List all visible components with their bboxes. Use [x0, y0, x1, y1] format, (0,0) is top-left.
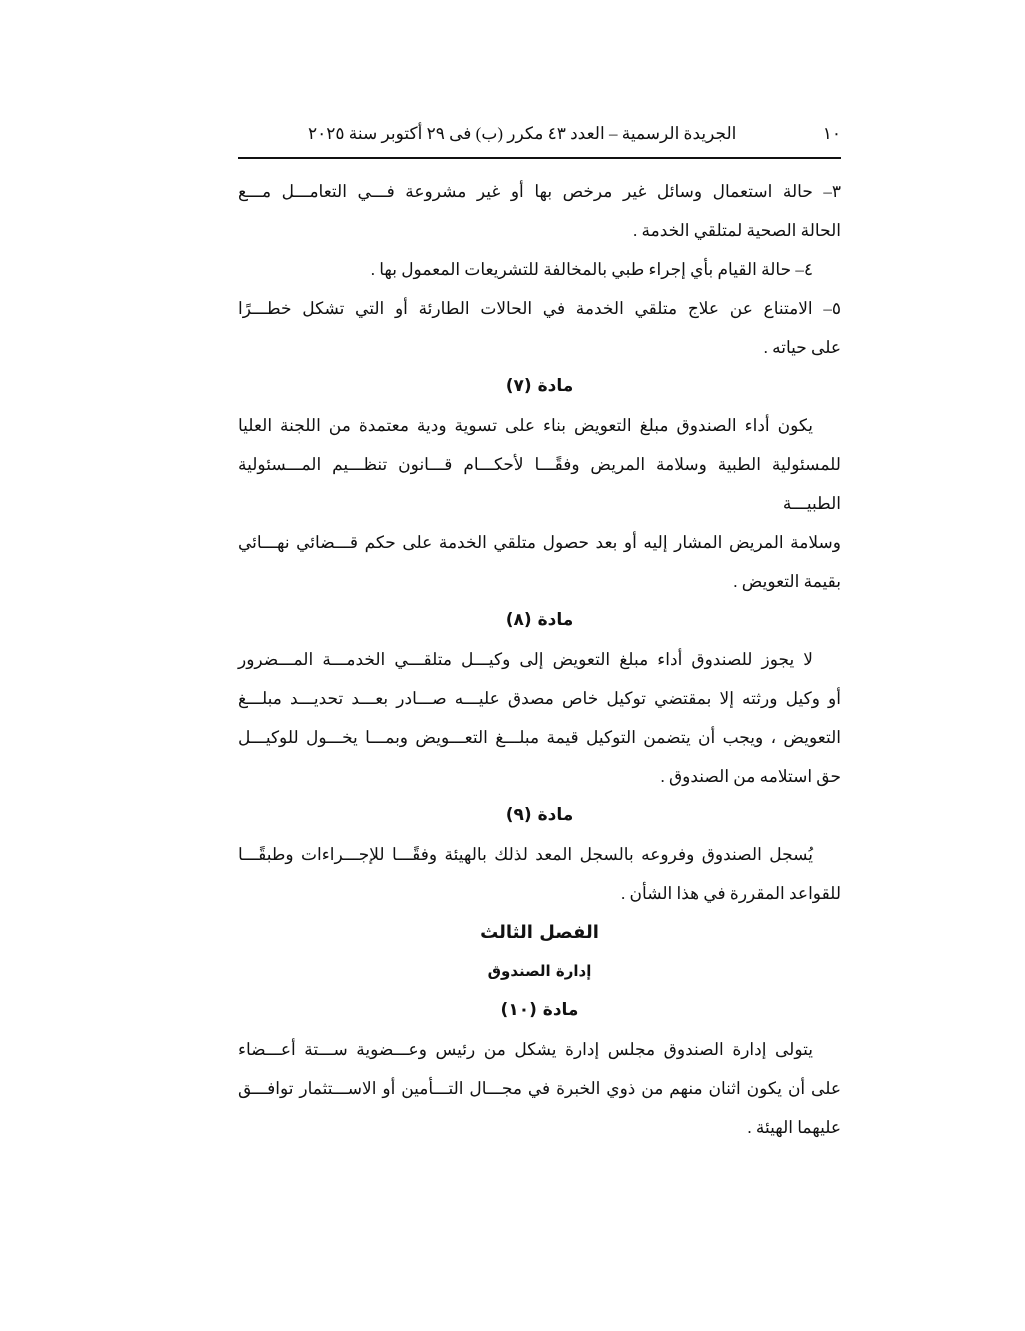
document-body — [238, 172, 841, 1147]
article-10-line: يتولى إدارة الصندوق مجلس إدارة يشكل من رئيس وعـــضوية ســـتة أعـــضاء — [238, 1040, 813, 1059]
article-9-line: للقواعد المقررة في هذا الشأن . — [621, 884, 841, 903]
article-8-line: حق استلامه من الصندوق . — [660, 767, 841, 786]
article-8-line: أو وكيل ورثته إلا بمقتضي توكيل خاص مصدق عليـــه صـــادر بعـــد تحديـــد مبلـــغ — [238, 689, 841, 708]
article-7-line: وسلامة المريض المشار إليه أو بعد حصول متلقي الخدمة على حكم قـــضائي نهـــائي — [238, 533, 841, 552]
article-7-heading: مادة (٧) — [505, 376, 574, 396]
article-8-heading: مادة (٨) — [505, 610, 574, 630]
chapter-title: الفصل الثالث — [480, 922, 599, 943]
chapter-subtitle: إدارة الصندوق — [487, 962, 592, 980]
article-10-heading: مادة (١٠) — [500, 1000, 579, 1020]
header-divider — [238, 157, 841, 159]
article-10-line: عليهما الهيئة . — [747, 1118, 841, 1137]
article-7-line: للمسئولية الطبية وسلامة المريض وفقًـــا لأحكـــام قـــانون تنظـــيم المـــسئولية الطبيـــة — [238, 455, 841, 513]
article-10-line: على أن يكون اثنان منهم من ذوي الخبرة في مجـــال التـــأمين أو الاســـتثمار توافـــق — [238, 1079, 841, 1098]
page-number: ١٠ — [822, 124, 841, 143]
article-7-line: بقيمة التعويض . — [733, 572, 841, 591]
list-item-4: ٤– حالة القيام بأي إجراء طبي بالمخالفة للتشريعات المعمول بها . — [370, 260, 813, 279]
article-8-line: لا يجوز للصندوق أداء مبلغ التعويض إلى وكيـــل متلقـــي الخدمـــة المـــضرور — [238, 650, 813, 669]
page-header — [238, 120, 841, 148]
article-8-line: التعويض ، ويجب أن يتضمن التوكيل قيمة مبلـــغ التعـــويض وبمـــا يخـــول للوكيـــل — [238, 728, 841, 747]
article-7-line: يكون أداء الصندوق مبلغ التعويض بناء على تسوية ودية معتمدة من اللجنة العليا — [238, 416, 813, 435]
list-item-5-line-1: ٥– الامتناع عن علاج متلقي الخدمة في الحالات الطارئة أو التي تشكل خطـــرًا — [238, 299, 841, 318]
list-item-3-line-1: ٣– حالة استعمال وسائل غير مرخص بها أو غير مشروعة فـــي التعامـــل مـــع — [238, 182, 841, 201]
article-9-line: يُسجل الصندوق وفروعه بالسجل المعد لذلك بالهيئة وفقًـــا للإجـــراءات وطبقًـــا — [238, 845, 814, 864]
list-item-3-line-2: الحالة الصحية لمتلقي الخدمة . — [632, 221, 841, 240]
list-item-5-line-2: على حياته . — [763, 338, 841, 357]
gazette-title: الجريدة الرسمية – العدد ٤٣ مكرر (ب) فى ٢٩ أكتوبر سنة ٢٠٢٥ — [308, 124, 737, 143]
article-9-heading: مادة (٩) — [505, 805, 574, 825]
